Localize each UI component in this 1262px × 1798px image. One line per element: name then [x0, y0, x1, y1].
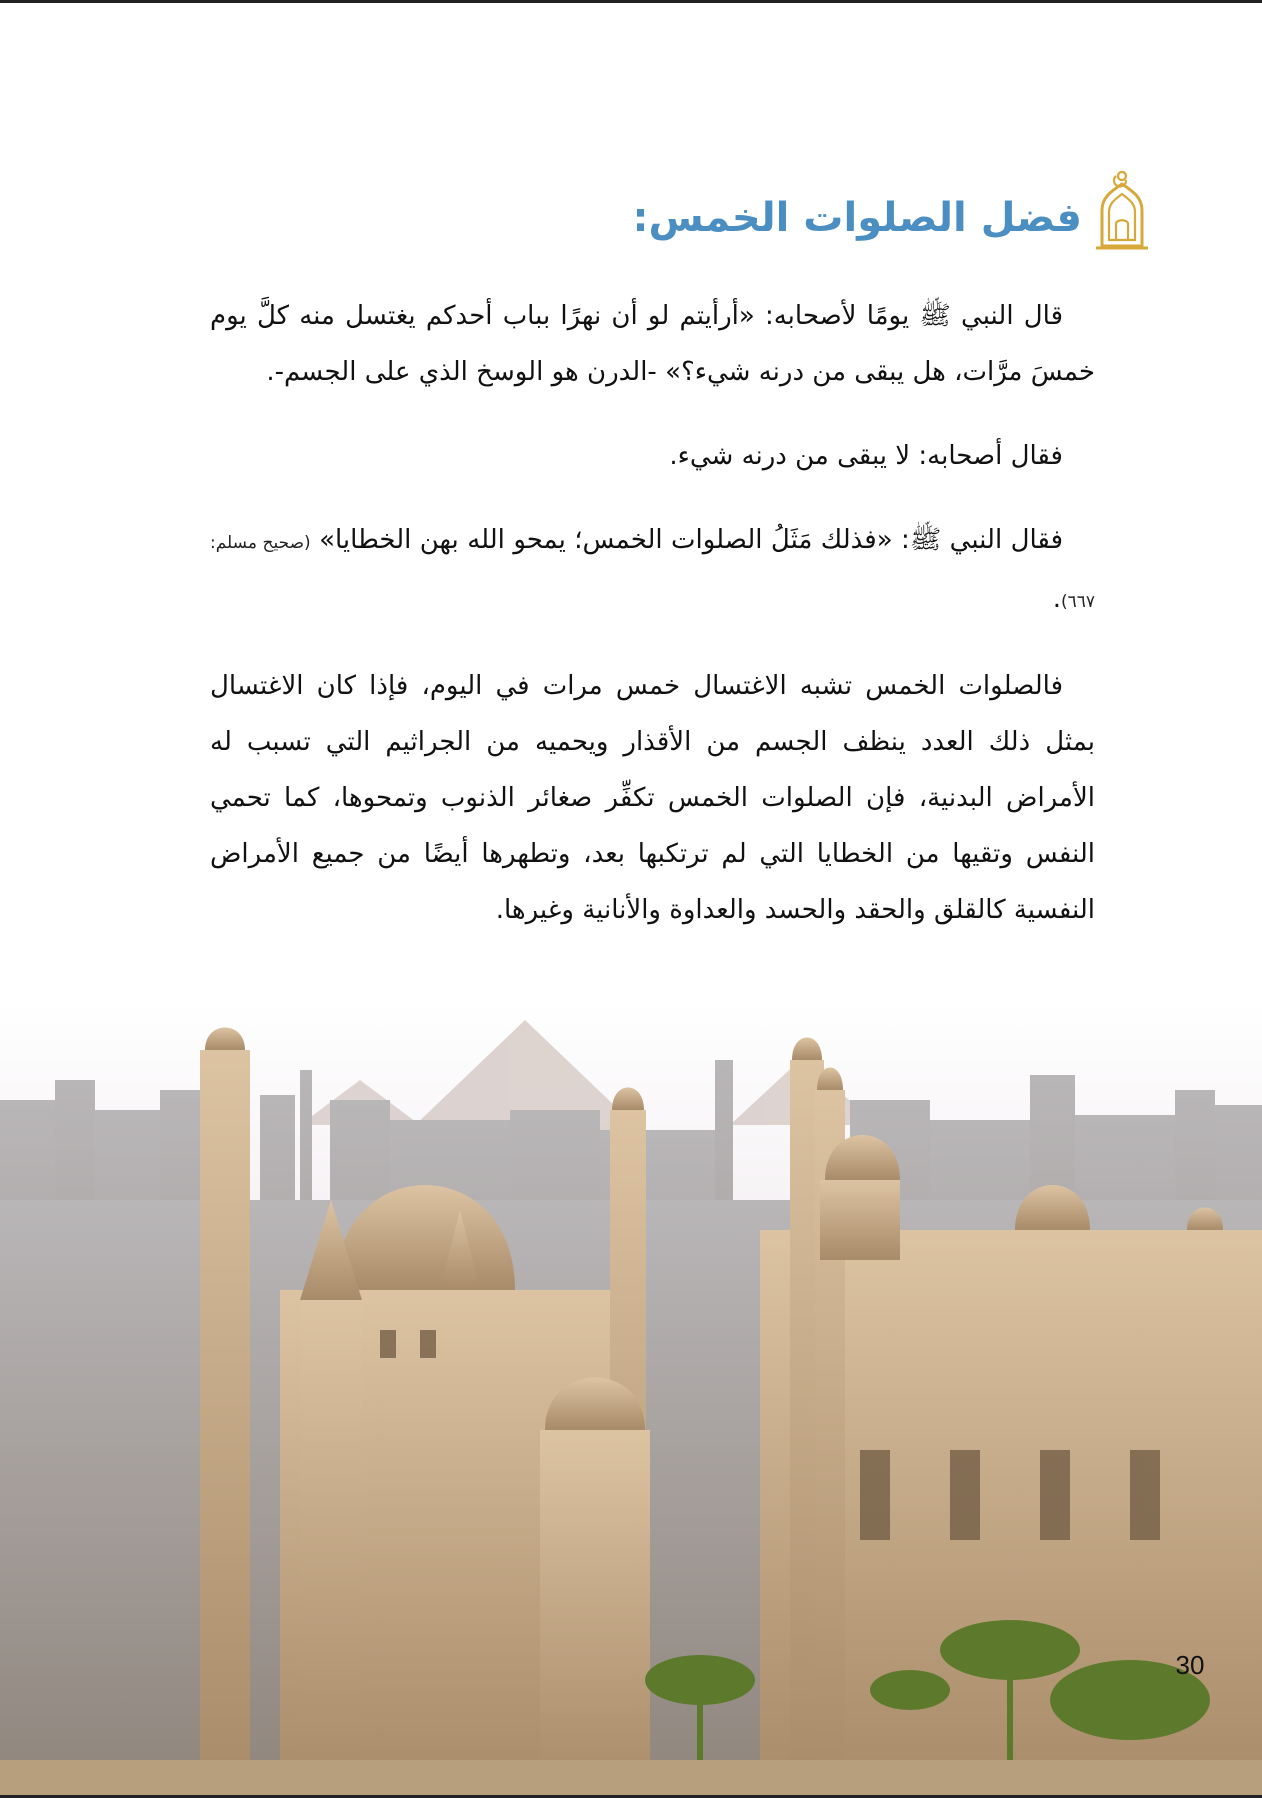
foreground-ground: [0, 1760, 1262, 1795]
mosque-dome-icon: [1092, 168, 1152, 254]
section-heading: [632, 168, 1152, 254]
paragraph-2: فقال أصحابه: لا يبقى من درنه شيء.: [669, 441, 1063, 471]
top-border: [0, 0, 1262, 3]
paragraph-1: قال النبي ﷺ يومًا لأصحابه: «أرأيتم لو أن نهرًا بباب أحدكم يغتسل منه كلَّ يوم خمسَ مرَّات، هل يبقى من درنه شيء؟» -الدرن هو الوسخ الذي على الجسم-.: [210, 301, 1095, 387]
paragraph-3: [210, 512, 1095, 630]
hadith-end: .: [1052, 584, 1061, 614]
body-text: [210, 288, 1095, 966]
page-number: 30: [1175, 1650, 1205, 1680]
section-title: فضل الصلوات الخمس:: [632, 195, 1082, 241]
hadith-reference: (صحيح مسلم: ٦٦٧): [210, 533, 1095, 612]
paragraph-4: فالصلوات الخمس تشبه الاغتسال خمس مرات في اليوم، فإذا كان الاغتسال بمثل ذلك العدد ينظف الجسم من الأقذار ويحميه من الجراثيم التي تسبب له الأمراض البدنية، فإن الصلوات الخمس تكفِّر صغائر الذنوب وتمحوها، كما تحمي النفس وتقيها من الخطايا التي لم ترتكبها بعد، وتطهرها أيضًا من جميع الأمراض النفسية كالقلق والحقد والحسد والعداوة والأنانية وغيرها.: [210, 671, 1095, 925]
cairo-skyline-illustration: [0, 1000, 1262, 1795]
hadith-quote: فقال النبي ﷺ: «فذلك مَثَلُ الصلوات الخمس؛ يمحو الله بهن الخطايا»: [319, 525, 1063, 555]
